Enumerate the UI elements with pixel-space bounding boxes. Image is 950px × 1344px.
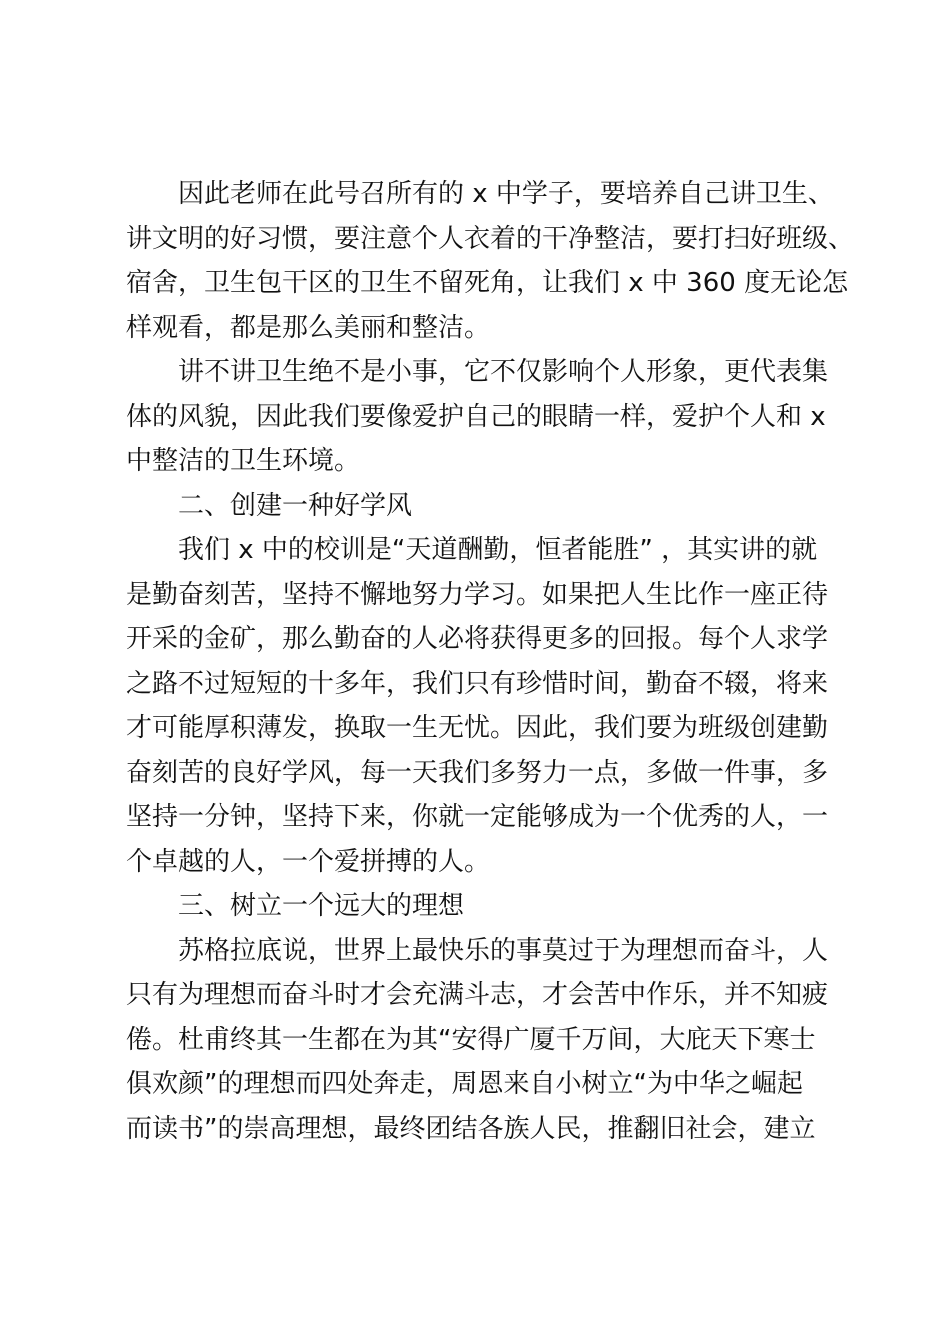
- text-line: 讲不讲卫生绝不是小事，它不仅影响个人形象，更代表集: [178, 357, 829, 387]
- text-line: 中整洁的卫生环境。: [126, 446, 361, 476]
- text-line: 俱欢颜”的理想而四处奔走，周恩来自小树立“为中华之崛起: [126, 1069, 803, 1099]
- text-line: 只有为理想而奋斗时才会充满斗志，才会苦中作乐，并不知疲: [126, 980, 829, 1010]
- text-line: 苏格拉底说，世界上最快乐的事莫过于为理想而奋斗，人: [178, 935, 829, 966]
- text-line: 倦。杜甫终其一生都在为其“安得广厦千万间，大庇天下寒士: [126, 1024, 816, 1055]
- paragraph-hygiene-call: [126, 172, 855, 350]
- text-line: 开采的金矿，那么勤奋的人必将获得更多的回报。每个人求学: [126, 624, 829, 654]
- document-body: [126, 172, 855, 1151]
- text-line: 是勤奋刻苦，坚持不懈地努力学习。如果把人生比作一座正待: [126, 579, 829, 610]
- text-line: 而读书”的崇高理想，最终团结各族人民，推翻旧社会，建立: [126, 1113, 816, 1144]
- text-line: 坚持一分钟，坚持下来，你就一定能够成为一个优秀的人，一: [126, 802, 829, 832]
- text-line: 奋刻苦的良好学风，每一天我们多努力一点，多做一件事，多: [126, 757, 829, 788]
- paragraph-school-motto: [126, 528, 836, 884]
- paragraph-socrates-ideal: [126, 929, 836, 1152]
- heading-line: 三、树立一个远大的理想: [178, 891, 465, 921]
- text-line: 讲文明的好习惯，要注意个人衣着的干净整洁，要打扫好班级、: [126, 223, 855, 254]
- text-line: 才可能厚积薄发，换取一生无忧。因此，我们要为班级创建勤: [126, 713, 829, 743]
- heading-line: 二、创建一种好学风: [178, 490, 413, 521]
- section-heading-ideal: [126, 884, 836, 929]
- text-line: 我们 x 中的校训是“天道酬勤，恒者能胜” ，其实讲的就: [178, 535, 818, 565]
- text-line: 宿舍，卫生包干区的卫生不留死角，让我们 x 中 360 度无论怎: [126, 268, 849, 298]
- text-line: 个卓越的人，一个爱拼搏的人。: [126, 846, 491, 877]
- section-heading-study-style: [126, 484, 836, 529]
- text-line: 体的风貌，因此我们要像爱护自己的眼睛一样，爱护个人和 x: [126, 401, 826, 432]
- text-line: 之路不过短短的十多年，我们只有珍惜时间，勤奋不辍，将来: [126, 668, 829, 699]
- paragraph-hygiene-importance: [126, 350, 836, 484]
- text-line: 样观看，都是那么美丽和整洁。: [126, 312, 491, 343]
- text-line: 因此老师在此号召所有的 x 中学子，要培养自己讲卫生、: [178, 179, 834, 209]
